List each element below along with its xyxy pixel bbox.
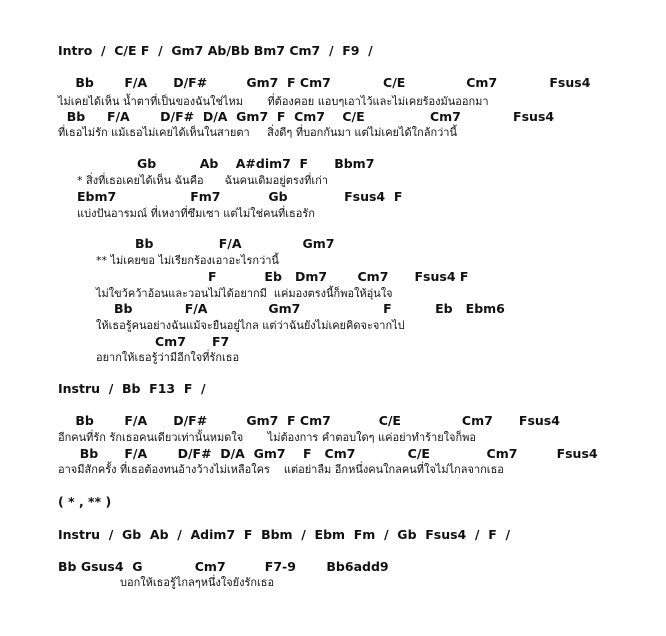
chorus-chords-1: Bb F/A Gm7 <box>135 236 335 251</box>
verse1-chords-2: Bb F/A D/F# D/A Gm7 F Cm7 C/E Cm7 Fsus4 <box>58 109 555 124</box>
repeat-marker: ( * , ** ) <box>58 494 112 509</box>
chorus-chords-3: Bb F/A Gm7 F Eb Ebm6 <box>114 301 505 316</box>
chorus-lyrics-3: ให้เธอรู้คนอย่างฉันแม้จะยืนอยู่ไกล แต่ว่าฉันยังไม่เคยคิดจะจากไป <box>96 319 405 332</box>
pre-chorus-lyrics-2: แบ่งปันอารมณ์ ที่เหงาที่ซึมเซา แต่ไม่ใช่คนที่เธอรัก <box>77 207 315 220</box>
instru-line-1: Instru / Bb F13 F / <box>58 381 206 396</box>
pre-chorus-chords-2: Ebm7 Fm7 Gb Fsus4 F <box>77 189 403 204</box>
verse2-lyrics-1: อีกคนที่รัก รักเธอคนเดียวเท่านั้นหมดใจ ไม่ต้องการ คำตอบใดๆ แค่อย่าทำร้ายใจก็พอ <box>58 431 476 444</box>
pre-chorus-lyrics-1: * สิ่งที่เธอเคยได้เห็น ฉันคือ ฉันคนเดิมอยู่ตรงที่เก่า <box>77 174 329 187</box>
outro-chords: Bb Gsus4 G Cm7 F7-9 Bb6add9 <box>58 559 389 574</box>
chorus-chords-4: Cm7 F7 <box>155 334 230 349</box>
chorus-lyrics-1: ** ไม่เคยขอ ไม่เรียกร้องเอาอะไรกว่านี้ <box>96 254 279 267</box>
instru-line-2: Instru / Gb Ab / Adim7 F Bbm / Ebm Fm / Gb Fsus4 / F / <box>58 527 511 542</box>
outro-lyrics: บอกให้เธอรู้ไกลๆหนึ่งใจยังรักเธอ <box>120 576 275 589</box>
intro-line: Intro / C/E F / Gm7 Ab/Bb Bm7 Cm7 / F9 / <box>58 43 373 58</box>
verse2-lyrics-2: อาจมีสักครั้ง ที่เธอต้องทนอ้างว้างไม่เหลือใคร แต่อย่าลืม อีกหนึ่งคนใกลคนที่ใจไม่ไกลจากเธอ <box>58 463 504 476</box>
verse1-lyrics-2: ที่เธอไม่รัก แม้เธอไม่เคยได้เห็นในสายตา สิ่งดีๆ ที่บอกกันมา แต่ไม่เคยได้ใกล้กว่านี้ <box>58 126 457 139</box>
verse1-lyrics-1: ไม่เคยได้เห็น น้ำตาที่เป็นของฉันใช่ไหม ที่ต้องคอย แอบๆเอาไว้และไม่เคยร้องมันออกมา <box>58 95 489 108</box>
verse2-chords-2: Bb F/A D/F# D/A Gm7 F Cm7 C/E Cm7 Fsus4 <box>58 446 598 461</box>
chorus-chords-2: F Eb Dm7 Cm7 Fsus4 F <box>208 269 469 284</box>
chorus-lyrics-2: ไม่ใขว้คว้าอ้อนและวอนไม่ได้อยากมี แค่มองตรงนี้ก็พอให้อุ่นใจ <box>96 287 393 300</box>
verse1-chords-1: Bb F/A D/F# Gm7 F Cm7 C/E Cm7 Fsus4 <box>58 75 591 90</box>
chorus-lyrics-4: อยากให้เธอรู้ว่ามีอีกใจที่รักเธอ <box>96 351 240 364</box>
pre-chorus-chords-1: Gb Ab A#dim7 F Bbm7 <box>137 156 375 171</box>
verse2-chords-1: Bb F/A D/F# Gm7 F Cm7 C/E Cm7 Fsus4 <box>58 413 560 428</box>
